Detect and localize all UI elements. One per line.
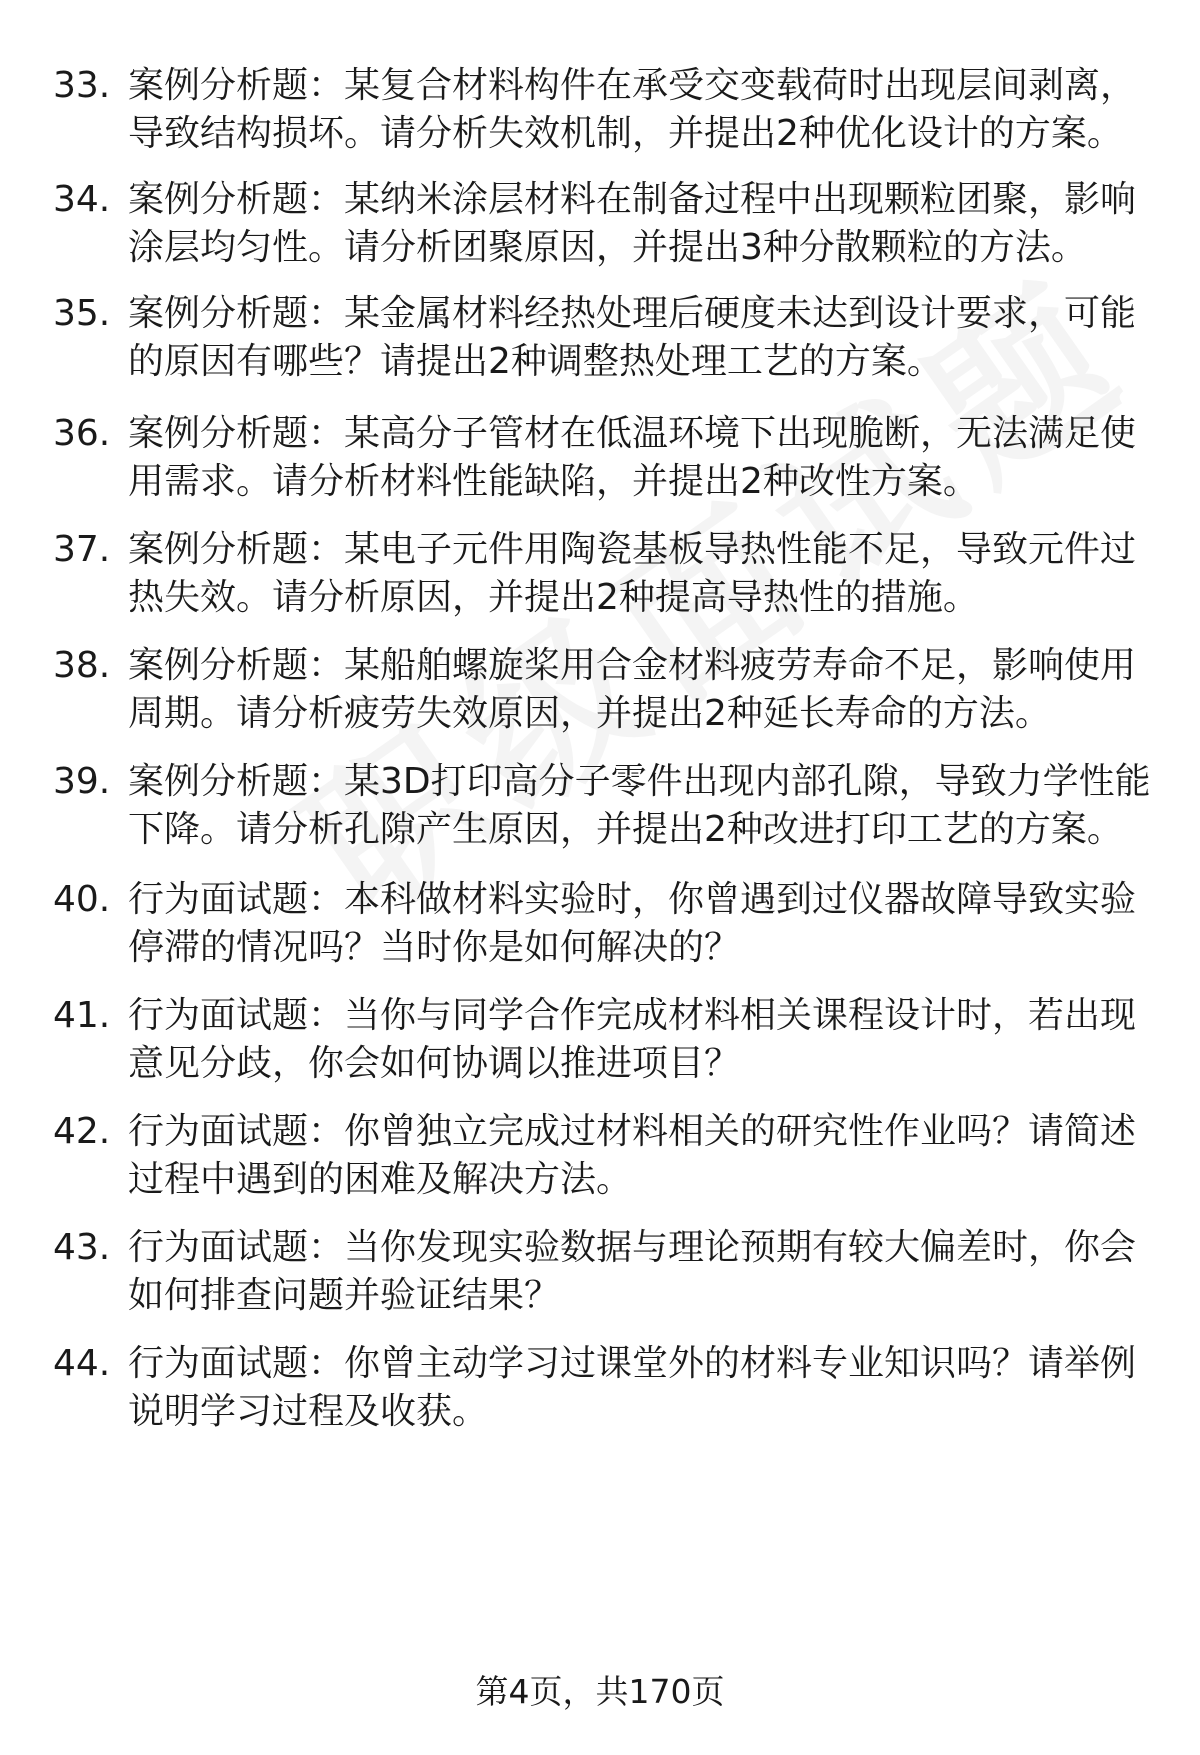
question-text: 案例分析题：某电子元件用陶瓷基板导热性能不足，导致元件过 热失效。请分析原因，并提出2种提高导热性的措施。 [128, 529, 1137, 618]
question-text: 行为面试题：本科做材料实验时，你曾遇到过仪器故障导致实验 停滞的情况吗？当时你是如何解决的？ [128, 879, 1137, 968]
question-number: 37. [53, 529, 111, 570]
question-text: 行为面试题：当你与同学合作完成材料相关课程设计时，若出现 意见分歧，你会如何协调以推进项目？ [128, 995, 1137, 1084]
question-number: 42. [53, 1111, 111, 1152]
question-text: 行为面试题：你曾主动学习过课堂外的材料专业知识吗？请举例 说明学习过程及收获。 [128, 1343, 1137, 1432]
question-text: 行为面试题：当你发现实验数据与理论预期有较大偏差时，你会 如何排查问题并验证结果？ [128, 1227, 1137, 1316]
question-number: 41. [53, 995, 111, 1036]
question-number: 44. [53, 1343, 111, 1384]
question-text: 案例分析题：某船舶螺旋桨用合金材料疲劳寿命不足，影响使用 周期。请分析疲劳失效原因，并提出2种延长寿命的方法。 [128, 645, 1137, 734]
page-footer: 第4页，共170页 [475, 1672, 725, 1711]
question-number: 33. [53, 65, 111, 106]
question-text: 案例分析题：某3D打印高分子零件出现内部孔隙，导致力学性能 下降。请分析孔隙产生原因，并提出2种改进打印工艺的方案。 [128, 761, 1151, 850]
question-text: 案例分析题：某复合材料构件在承受交变载荷时出现层间剥离， 导致结构损坏。请分析失效机制，并提出2种优化设计的方案。 [128, 65, 1137, 154]
question-number: 40. [53, 879, 111, 920]
question-text: 案例分析题：某纳米涂层材料在制备过程中出现颗粒团聚，影响 涂层均匀性。请分析团聚原因，并提出3种分散颗粒的方法。 [128, 179, 1137, 268]
question-text: 行为面试题：你曾独立完成过材料相关的研究性作业吗？请简述 过程中遇到的困难及解决方法。 [128, 1111, 1137, 1200]
question-number: 39. [53, 761, 111, 802]
question-number: 38. [53, 645, 111, 686]
question-number: 43. [53, 1227, 111, 1268]
question-number: 34. [53, 179, 111, 220]
question-number: 35. [53, 293, 111, 334]
question-number: 36. [53, 413, 111, 454]
question-text: 案例分析题：某金属材料经热处理后硬度未达到设计要求，可能 的原因有哪些？请提出2种调整热处理工艺的方案。 [128, 293, 1137, 382]
question-text: 案例分析题：某高分子管材在低温环境下出现脆断，无法满足使 用需求。请分析材料性能缺陷，并提出2种改性方案。 [128, 413, 1137, 502]
